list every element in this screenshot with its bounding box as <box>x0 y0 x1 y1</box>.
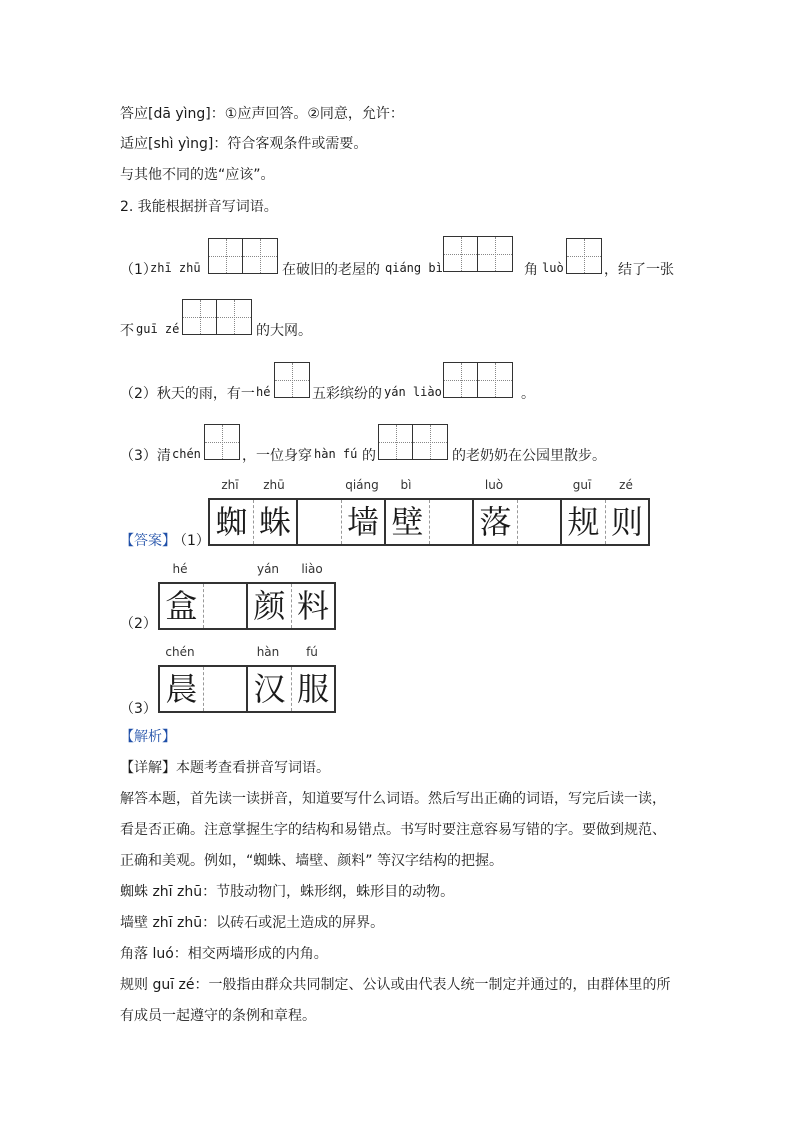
answer-pinyin: fú <box>306 645 318 659</box>
detail-text: 本题考查看拼音写词语。 <box>176 760 330 776</box>
s3-grid-1 <box>204 424 240 460</box>
answer-number-3: （3） <box>120 701 157 717</box>
answer-char: 汉 <box>248 667 292 711</box>
answer-pinyin: zhū <box>263 478 285 492</box>
answer-pinyin: qiáng <box>345 478 379 492</box>
answer-char <box>204 584 248 628</box>
analysis-p2: 看是否正确。注意掌握生字的结构和易错点。书写时要注意容易写错的字。要做到规范、 <box>120 822 666 838</box>
answer-grid-2 <box>158 562 336 630</box>
s1b-grid-1 <box>182 299 252 335</box>
answer-char: 晨 <box>160 667 204 711</box>
answer-char <box>204 667 248 711</box>
s3-text-3: 的老奶奶在公园里散步。 <box>452 448 606 464</box>
s2-pinyin-1: hé <box>256 385 271 399</box>
answer-char: 壁 <box>386 500 430 544</box>
answer-pinyin: bì <box>400 478 412 492</box>
answer-char: 则 <box>606 500 650 544</box>
answer-pinyin: zé <box>619 478 633 492</box>
answer-char: 落 <box>474 500 518 544</box>
answer-pinyin <box>296 478 340 498</box>
answer-number-1: （1） <box>173 533 210 549</box>
answer-char: 规 <box>562 500 606 544</box>
s3-text-1: ，一位身穿 <box>242 448 312 464</box>
s2-pinyin-2: yán liào <box>384 385 442 399</box>
answer-char: 服 <box>292 667 336 711</box>
s1-text-3: ，结了一张 <box>604 262 674 278</box>
word-4b: 有成员一起遵守的条例和章程。 <box>120 1008 316 1024</box>
s3-pinyin-1: chén <box>172 447 201 461</box>
analysis-detail <box>120 758 330 778</box>
s3-text-0: （3）清 <box>120 448 171 464</box>
answer-pinyin <box>202 562 246 582</box>
s2-text-2: 。 <box>521 386 535 402</box>
answer-char <box>518 500 562 544</box>
analysis-label: 【解析】 <box>120 729 176 745</box>
word-2: 墙壁 zhī zhū：以砖石或泥土造成的屏界。 <box>120 915 385 931</box>
answer-label: 【答案】 <box>120 533 176 549</box>
answer-pinyin: guī <box>572 478 592 492</box>
def-shiying: 适应[shì yìng]：符合客观条件或需要。 <box>120 136 368 152</box>
s1-text-2: 角 <box>524 262 538 278</box>
s1-grid-2 <box>443 236 513 272</box>
s3-text-2: 的 <box>362 448 376 464</box>
answer-char: 蜘 <box>210 500 254 544</box>
answer-pinyin <box>516 478 560 498</box>
s1-grid-3 <box>566 238 602 274</box>
s1b-text-2: 的大网。 <box>256 323 312 339</box>
answer-char: 盒 <box>160 584 204 628</box>
def-choice: 与其他不同的选“应该”。 <box>120 167 275 183</box>
s2-text-0: （2）秋天的雨，有一 <box>120 386 255 402</box>
def-daying: 答应[dā yìng]：①应声回答。②同意，允许： <box>120 106 404 122</box>
answer-pinyin: zhī <box>221 478 239 492</box>
answer-pinyin: hé <box>172 562 188 576</box>
s1-number: （1） <box>120 262 157 278</box>
analysis-p3: 正确和美观。例如，“蜘蛛、墙壁、颜料” 等汉字结构的把握。 <box>120 853 503 869</box>
s1b-text-1: 不 <box>120 323 134 339</box>
analysis-p1: 解答本题，首先读一读拼音，知道要写什么词语。然后写出正确的词语，写完后读一读， <box>120 791 666 807</box>
word-4a: 规则 guī zé：一般指由群众共同制定、公认或由代表人统一制定并通过的，由群体里的所 <box>120 977 671 993</box>
s2-grid-1 <box>274 362 310 398</box>
answer-grid-3 <box>158 645 336 713</box>
s3-grid-2 <box>378 424 448 460</box>
answer-char <box>298 500 342 544</box>
answer-char: 颜 <box>248 584 292 628</box>
answer-pinyin: luò <box>484 478 504 492</box>
s1-pinyin-2: qiáng bì <box>385 261 443 275</box>
answer-pinyin: yán <box>256 562 280 576</box>
answer-pinyin <box>428 478 472 498</box>
answer-pinyin: liào <box>301 562 323 576</box>
answer-grid-1 <box>208 478 650 546</box>
answer-pinyin: hàn <box>256 645 280 659</box>
answer-pinyin <box>202 645 246 665</box>
answer-char: 蛛 <box>254 500 298 544</box>
answer-char: 料 <box>292 584 336 628</box>
s1b-pinyin-1: guī zé <box>136 322 180 336</box>
s1-pinyin-3: luò <box>542 261 564 275</box>
answer-char <box>430 500 474 544</box>
detail-label: 【详解】 <box>120 760 176 776</box>
answer-number-2: （2） <box>120 616 157 632</box>
word-1: 蜘蛛 zhī zhū：节肢动物门，蛛形纲，蛛形目的动物。 <box>120 884 455 900</box>
s1-grid-1 <box>208 238 278 274</box>
s2-grid-2 <box>443 362 513 398</box>
s2-text-1: 五彩缤纷的 <box>312 386 382 402</box>
s1-text-1: 在破旧的老屋的 <box>282 262 380 278</box>
answer-pinyin: chén <box>165 645 195 659</box>
s3-pinyin-2: hàn fú <box>314 447 358 461</box>
word-3: 角落 luó：相交两墙形成的内角。 <box>120 946 328 962</box>
answer-char: 墙 <box>342 500 386 544</box>
s1-pinyin-1: zhī zhū <box>150 261 201 275</box>
question-2-title: 2. 我能根据拼音写词语。 <box>120 199 278 215</box>
